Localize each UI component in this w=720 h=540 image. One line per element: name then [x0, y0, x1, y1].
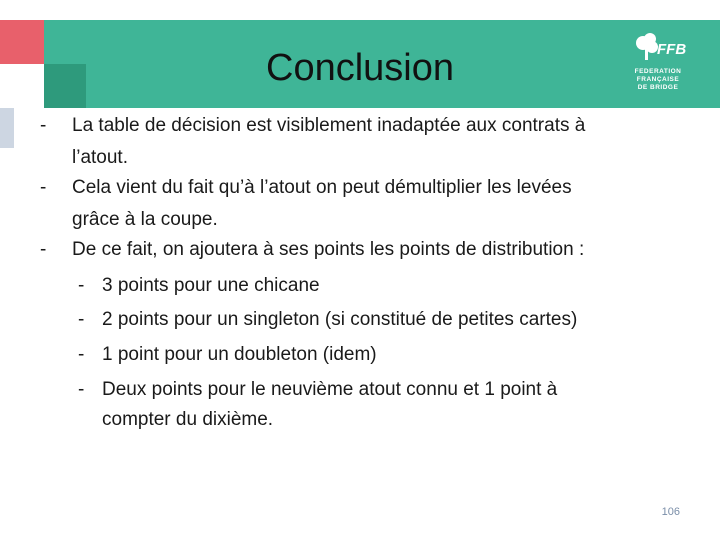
ffb-logo-icon — [630, 32, 686, 62]
logo-line-3: DE BRIDGE — [637, 84, 679, 91]
bullet-text-cont: grâce à la coupe. — [72, 209, 218, 230]
sub-bullet-text-cont: compter du dixième. — [102, 409, 274, 430]
logo-line-2: FRANÇAISE — [636, 76, 680, 83]
bullet-text: Cela vient du fait qu’à l’atout on peut démultiplier les levées — [72, 177, 572, 198]
bullet-marker: - — [40, 239, 47, 260]
bullet-text: De ce fait, on ajoutera à ses points les points de distribution : — [72, 239, 585, 260]
bullet-text: La table de décision est visiblement inadaptée aux contrats à — [72, 115, 586, 136]
logo-brand: FFB — [657, 41, 686, 58]
sub-bullet-text: 1 point pour un doubleton (idem) — [102, 344, 377, 365]
sub-bullet-text: Deux points pour le neuvième atout connu et 1 point à — [102, 379, 558, 400]
bullet-text-cont: l’atout. — [72, 147, 128, 168]
sub-bullet-marker: - — [78, 379, 85, 400]
sub-bullet-marker: - — [78, 275, 85, 296]
bullet-marker: - — [40, 115, 47, 136]
sub-bullet-text: 2 points pour un singleton (si constitué de petites cartes) — [102, 309, 578, 330]
slide-header — [0, 0, 720, 108]
decor-square-red — [0, 20, 44, 64]
bullet-marker: - — [40, 177, 47, 198]
decor-square-blue — [0, 108, 14, 148]
logo-line-1: FEDERATION — [634, 68, 682, 75]
page-number: 106 — [661, 506, 680, 518]
sub-bullet-text: 3 points pour une chicane — [102, 275, 320, 296]
ffb-logo — [626, 30, 690, 96]
sub-bullet-marker: - — [78, 344, 85, 365]
slide-title: Conclusion — [266, 47, 454, 89]
decor-square-green — [44, 64, 86, 108]
sub-bullet-marker: - — [78, 309, 85, 330]
